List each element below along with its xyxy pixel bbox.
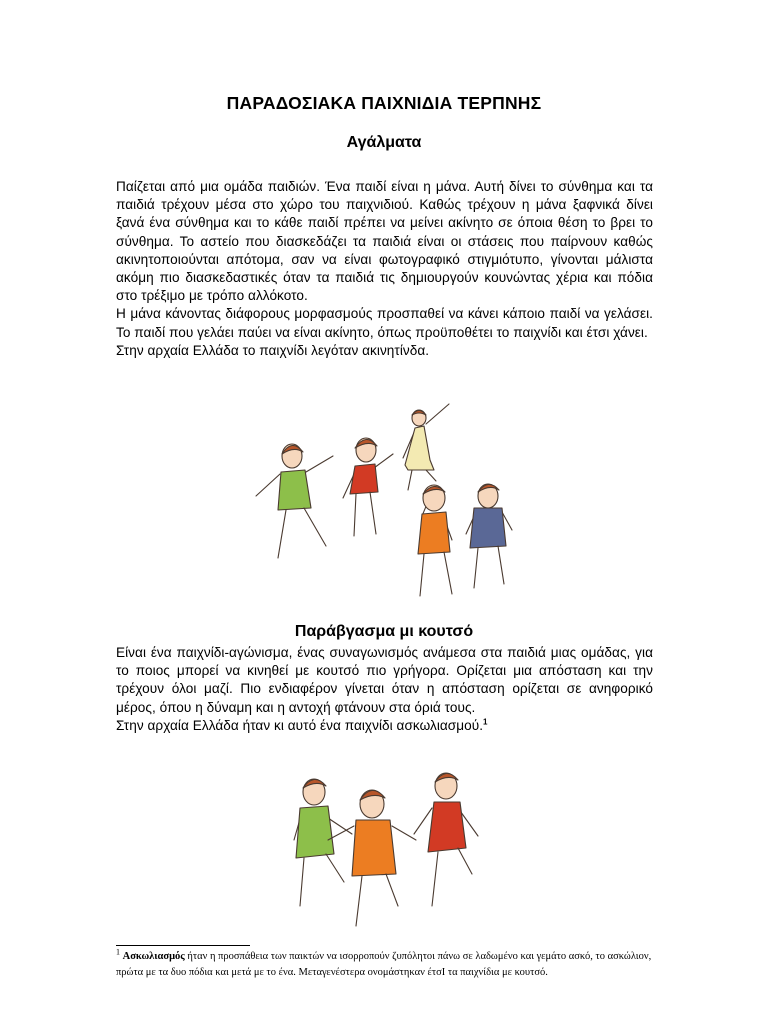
tunic [418, 512, 450, 554]
arm [414, 808, 432, 834]
legs [356, 874, 398, 926]
footnote-separator [116, 945, 250, 946]
paragraph: Στην αρχαία Ελλάδα το παιχνίδι λεγόταν ακινητίνδα. [116, 342, 430, 358]
robe [405, 426, 434, 470]
section-heading-paravgasma: Παράβγασμα μι κουτσό [294, 623, 474, 640]
child-figure-green [256, 444, 333, 558]
section-body-paravgasma [116, 644, 653, 735]
tunic [428, 802, 466, 852]
legs [420, 552, 452, 596]
child-figure-green [294, 779, 352, 906]
arm [256, 474, 280, 496]
legs [278, 508, 326, 558]
footnote-marker: 1 [116, 947, 120, 957]
tunic [350, 464, 378, 494]
legs [300, 854, 344, 906]
arm [306, 456, 333, 472]
legs [432, 848, 472, 906]
paragraph: Παίζεται από μια ομάδα παιδιών. Ένα παιδί είναι η μάνα. Αυτή δίνει το σύνθημα και τα παιδιά τρέχουν μέσα στο χώρο του παιχνιδιού. Καθώς τρέχουν η μάνα ξαφνικά δίνει ξανά ένα σύνθημα και το κάθε παιδί πρέπει να μείνει ακίνητο σε όποια θέση το βρει το σύνθημα. Το αστείο που διασκεδάζει τα παιδιά είναι οι στάσεις που παίρνουν καθώς ακινητοποιούνται απότομα, σαν να είναι φωτογραφικό στιγμιότυπο, γίνονται μάλιστα ακόμη πιο διασκεδαστικές όταν τα παιδιά τις δημιουργούν κουνώντας χέρια και πόδια στο τρέξιμο με τρόπο αλλόκοτο. [116, 179, 653, 304]
page-title: ΠΑΡΑΔΟΣΙΑΚΑ ΠΑΙΧΝΙΔΙΑ ΤΕΡΠΝΗΣ [226, 93, 542, 113]
tunic [296, 806, 334, 858]
child-figure-cream [403, 404, 449, 490]
footnote-text: ήταν η προσπάθεια των παικτών να ισορροπούν ζυπόλητοι πάνω σε λαδωμένο και γεμάτο ασκό, το ασκώλιον, πρώτα με τα δυο πόδια και μετά με το ένα. Μεταγενέστερα ονομάστηκαν έτσΙ τα παιχνίδια με κουτσό. [116, 951, 652, 978]
tunic [278, 470, 311, 510]
arm [426, 404, 449, 424]
child-figure-red [414, 773, 478, 906]
section-heading-agalmata: Αγάλματα [346, 134, 422, 151]
footnote [116, 949, 656, 980]
legs [354, 492, 376, 536]
child-figure-orange [328, 790, 416, 926]
tunic [470, 508, 506, 548]
footnote-term: Ασκωλιασμός [122, 951, 185, 962]
paragraph: Η μάνα κάνοντας διάφορους μορφασμούς προσπαθεί να κάνει κάποιο παιδί να γελάσει. Το παιδί που γελάει παύει να είναι ακίνητο, όπως προϋποθέτει το παιχνίδι και έτσι χάνει. [116, 306, 653, 340]
statues-game-illustration [248, 388, 520, 610]
paragraph-text: Στην αρχαία Ελλάδα ήταν κι αυτό ένα παιχνίδι ασκωλιασμού. [116, 717, 484, 733]
legs [474, 546, 504, 588]
paragraph: Είναι ένα παιχνίδι-αγώνισμα, ένας συναγωνισμός ανάμεσα στα παιδιά μιας ομάδας, για το ποιος μπορεί να κινηθεί με κουτσό πιο γρήγορα. Ορίζεται μια απόσταση και την τρέχουν όλοι μαζί. Πιο ενδιαφέρον γίνεται όταν η απόσταση ορίζεται σε ανηφορικό μέρος, όπου η δύναμη και η αντοχή φτάνουν στα όριά τους. [116, 645, 653, 715]
arm [392, 826, 416, 840]
tunic [352, 820, 396, 876]
arm [374, 454, 393, 468]
child-figure-blue [466, 484, 512, 588]
child-figure-orange [418, 485, 452, 596]
paragraph-with-footnote [116, 717, 653, 735]
footnote-reference[interactable]: 1 [483, 717, 488, 727]
child-figure-red [343, 438, 393, 536]
section-body-agalmata [116, 178, 653, 360]
hopping-race-illustration [282, 756, 490, 932]
